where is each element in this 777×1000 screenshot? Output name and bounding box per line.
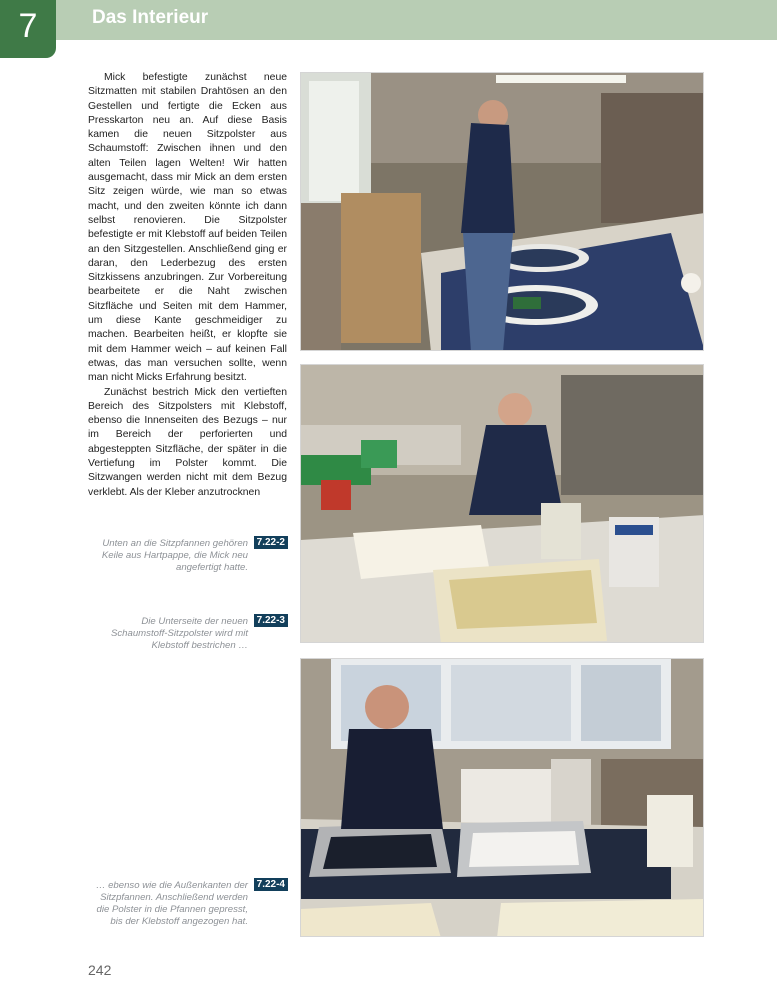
photo-seat-frames-workbench: [300, 72, 704, 351]
page-number: 242: [88, 962, 112, 978]
caption-text: … ebenso wie die Außenkanten der Sitzpfannen. Anschließend werden die Polster in die Pfannen gepresst, bis der Klebstoff angezogen hat.: [95, 880, 248, 927]
body-text-column: [88, 71, 287, 500]
photo-gluing-foam-cushions: [300, 364, 704, 643]
figure-caption: [88, 616, 288, 652]
chapter-number-tab: 7: [0, 0, 56, 58]
body-paragraph: Mick befestigte zunächst neue Sitzmatten mit stabilen Drahtösen an den Gestellen und fertigte die Ecken aus Presskarton neu an. Auf diese Basis kamen die neuen Sitzpolster aus Schaumstoff: Zwischen ihnen und den alten Teilen lagen Welten! Wir hatten ausgemacht, dass mir Mick an dem ersten Sitz zeigen würde, wie man so etwas macht, und den zweiten könnte ich dann selbst renovieren. Die Sitzpolster befestigte er mit Klebstoff auf beiden Teilen an den Sitzgestellen. Anschließend ging er daran, den Lederbezug des ersten Sitzkissens anzubringen. Zur Vorbereitung bearbeitete er die Naht zwischen Sitzfläche und Seiten mit dem Hammer, um diese Kante geschmeidiger zu machen. Bearbeiten heißt, er klopfte sie mit dem Hammer weich – auf keinen Fall etwas, das man versuchen sollte, wenn man nicht Micks Erfahrung besitzt.: [88, 72, 287, 384]
figure-number-badge: 7.22-4: [254, 878, 288, 891]
figure-caption: [88, 538, 288, 574]
photo-illustration: [301, 73, 704, 351]
figure-number-badge: 7.22-2: [254, 536, 288, 549]
photo-gluing-seat-pans: [300, 658, 704, 937]
photo-illustration: [301, 659, 704, 937]
section-title: Das Interieur: [92, 7, 209, 28]
caption-text: Unten an die Sitzpfannen gehören Keile aus Hartpappe, die Mick neu angefertigt hatte.: [101, 538, 248, 573]
caption-text: Die Unterseite der neuen Schaumstoff-Sitzpolster wird mit Klebstoff bestrichen …: [110, 616, 248, 651]
body-paragraph: Zunächst bestrich Mick den vertieften Bereich des Sitzpolsters mit Klebstoff, ebenso die Innenseiten des Bezugs – nur im Bereich der perforierten und abgesteppten Sitzfläche, der später in die Vertiefung im Polster kommt. Die Sitzwangen werden nicht mit dem Bezug verklebt. Als der Kleber anzutrocknen: [88, 386, 287, 498]
figure-number-badge: 7.22-3: [254, 614, 288, 627]
photo-illustration: [301, 365, 704, 643]
figure-caption: [88, 880, 288, 928]
